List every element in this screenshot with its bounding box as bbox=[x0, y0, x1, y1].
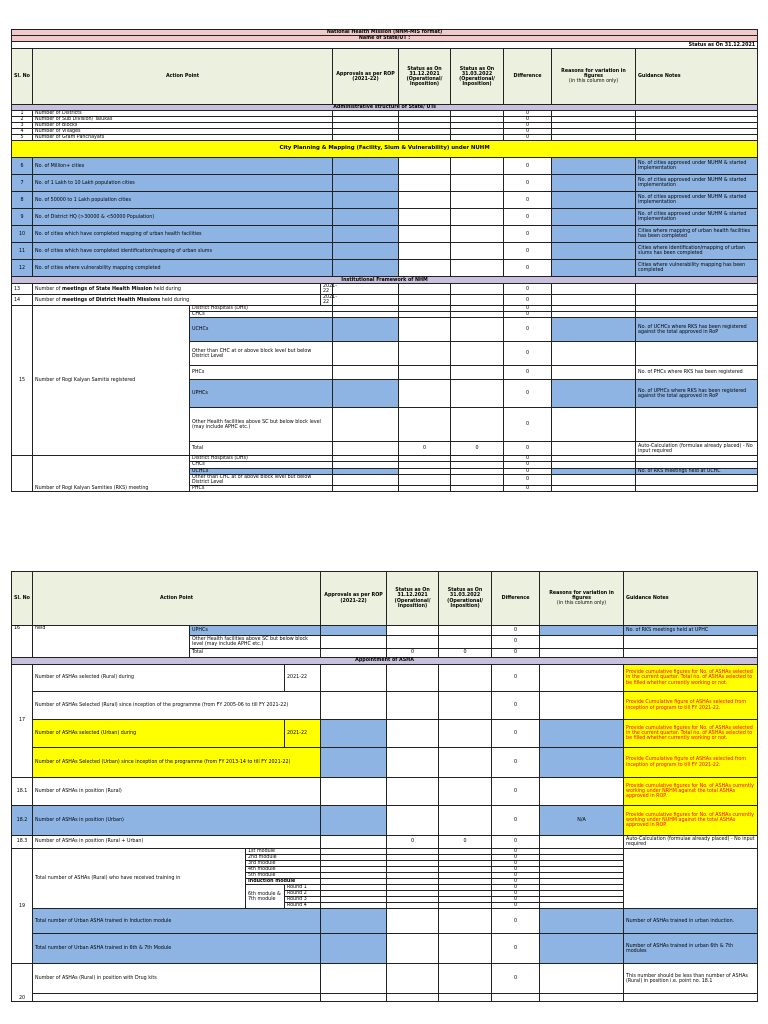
header-sl: Sl. No bbox=[12, 49, 33, 105]
table-row: Other than CHC at or above block level but below District Level 0 bbox=[12, 342, 758, 366]
table-header-repeat: Sl. No Action Point Approvals as per ROP (2021-22) Status as On 31.12.2021 (Operational/ Inposition) Status as On 31.03.2022 (Operational/ Inposition) Difference Reasons for variation in figures (in this column only) Guidance Notes bbox=[12, 572, 758, 626]
header-status2: Status as On 31.03.2022 (Operational/ Inposition) bbox=[451, 49, 504, 105]
table-row: PHCs 0 No. of PHCs where RKS has been registered bbox=[12, 366, 758, 380]
table-row: 18.3 Number of ASHAs in position (Rural + Urban) 0 0 0 Auto-Calculation (formulae already placed) - No input required bbox=[12, 836, 758, 849]
table-row: Total number of Urban ASHA trained in 6th & 7th Module 0 Number of ASHAs trained in urban 6th & 7th modules bbox=[12, 934, 758, 964]
table-row: 17 Number of ASHAs selected (Rural) during 2021-22 0 Provide cumulative figures for No. of ASHAs selected in the current quarter. Total no. of ASHAs selected to be filled whether currently working or not. bbox=[12, 665, 758, 692]
table-row: 3 Number of Blocks 0 bbox=[12, 123, 758, 129]
table-row: 14 Number of meetings of District Health Missions held during 2021-22 0 bbox=[12, 295, 758, 306]
header-approvals: Approvals as per ROP (2021-22) bbox=[333, 49, 399, 105]
table-row: UCHCs 0 No. of UCHCs where RKS has been registered against the total approved in RoP bbox=[12, 318, 758, 342]
table-row: 6 No. of Million+ cities 0 No. of cities approved under NUHM & started implementation bbox=[12, 158, 758, 175]
table-row: CHCs 0 bbox=[12, 312, 758, 318]
table-row: Number of ASHAs Selected (Urban) since inception of the programme (from FY 2013-14 to till FY 2021-22) 0 Provide Cumulative figure of ASHAs selected from inception of program to till FY 2021-22. bbox=[12, 748, 758, 778]
table-row: 18.2 Number of ASHAs in position (Urban) 0 N/A Provide cumulative figures for No. of ASHAs currently working under NUHM against the total ASHAs approved in ROP. bbox=[12, 806, 758, 836]
section-asha: Appointment of ASHA bbox=[12, 658, 758, 665]
header-status1: Status as On 31.12.2021 (Operational/ Inposition) bbox=[399, 49, 451, 105]
table-row: 11 No. of cities which have completed identification/mapping of urban slums 0 Cities where identification/mapping of urban slums has been completed bbox=[12, 243, 758, 260]
table-row: CHCs 0 bbox=[12, 462, 758, 468]
table-row: 4 Number of Villages 0 bbox=[12, 129, 758, 135]
state-name-label: Name of State/UT : bbox=[12, 36, 758, 42]
table-row: Other Health facilities above SC but below block level (may include APHC etc.) 0 bbox=[12, 408, 758, 442]
table-row: PHCs 0 bbox=[12, 485, 758, 491]
table-row: 19 Total number of ASHAs (Rural) who have received training in 1st module 0 bbox=[12, 849, 758, 855]
table-row: Number of ASHAs selected (Urban) during 2021-22 0 Provide cumulative figures for No. of ASHAs selected in the current quarter. Total no. of ASHAs selected to be filled whether currently working or not. bbox=[12, 720, 758, 748]
table-row: 18.1 Number of ASHAs in position (Rural) 0 Provide cumulative figures for No. of ASHAs currently working under NRHM against the total ASHAs approved in ROP. bbox=[12, 778, 758, 806]
table-row: UPHCs 0 No. of UPHCs where RKS has been registered against the total approved in RoP bbox=[12, 380, 758, 408]
table-row: 2 Number of Sub Division/ Talukas 0 bbox=[12, 117, 758, 123]
section-city: City Planning & Mapping (Facility, Slum & Vulnerability) under NUHM bbox=[12, 141, 758, 158]
table-row: 12 No. of cities where vulnerability mapping completed 0 Cities where vulnerability mapping has been completed bbox=[12, 260, 758, 277]
table-row: 13 Number of meetings of State Health Mission held during 2021-22 0 bbox=[12, 284, 758, 295]
sheet-page-2: Sl. No Action Point Approvals as per ROP (2021-22) Status as On 31.12.2021 (Operational/ Inposition) Status as On 31.03.2022 (Operational/ Inposition) Difference Reasons for variation in figures (in this column only) Guidance Notes 16 held UPHCs 0 No. of RKS meetings held at UPHC Other Health facilities above SC but below block level (may include APHC etc.) 0 Total 0 0 0 Appointment of ASHA 17 Number of ASHAs selected (Rural) during 2021-22 0 Provide cumulative figures for No. of ASHAs selected in the current quarter. Total no. of ASHAs selected to be filled whether currently working or not. Number of ASHAs Selected (Rural) since inception of the programme (from FY 2005-06 to till FY 2021-22) 0 Provide Cumulative figure of ASHAs selected from inception of program to till FY 2021-22. Number of ASHAs selected (Urban) during 2021-22 0 Provide cumulative figures for No. of ASHAs selected in the current quarter. Total no. of ASHAs selected to be filled whether currently working or not. Number of ASHAs Selected (Urban) since inception of the programme (from FY 2013-14 to till FY 2021-22) 0 Provide Cumulative figure of ASHAs selected from inception of program to till FY 2021-22. 18.1 Number of ASHAs in position (Rural) 0 Provide cumulative figures for No. of ASHAs currently working under NRHM against the total ASHAs approved in ROP. 18.2 Number of ASHAs in position (Urban) 0 N/A Provide cumulative figures for No. of ASHAs currently working under NUHM against the total ASHAs approved in ROP. 18.3 Number of ASHAs in position (Rural + Urban) 0 0 0 Auto-Calculation (formulae already placed) - No input required 19 Total number of ASHAs (Rural) who have received training in 1st module 0 2nd module 0 3rd module 0 4th module 0 5th module 0 Induction module 0 6th module & 7th module Round 1 0 Round 2 0 Round 3 0 Round 4 0 Total number of Urban ASHA trained in Induction module 0 Number of ASHAs trained in urban induction. Total number of Urban ASHA trained in 6th & 7th Module 0 Number of ASHAs trained in urban 6th & 7th modules 20 Number of ASHAs (Rural) in position with Drug kits 0 This number should be less than number of ASHAs (Rural) in position i.e. point no. 18.1 bbox=[11, 571, 757, 1024]
table-row: 8 No. of 50000 to 1 Lakh population cities 0 No. of cities approved under NUHM & started implementation bbox=[12, 192, 758, 209]
table-row: UCHCs 0 No. of RKS meetings held at UCHC bbox=[12, 468, 758, 474]
header-guidance: Guidance Notes bbox=[636, 49, 758, 105]
header-difference: Difference bbox=[504, 49, 552, 105]
report-title: National Health Mission (NHM-MIS format) bbox=[12, 30, 758, 36]
table-row: 9 No. of District HQ (>30000 & <50000 Population) 0 No. of cities approved under NUHM & started implementation bbox=[12, 209, 758, 226]
table-header bbox=[12, 49, 758, 105]
table-row: 10 No. of cities which have completed mapping of urban health facilities 0 Cities where mapping of urban health facilities has been completed bbox=[12, 226, 758, 243]
table-row: 7 No. of 1 Lakh to 10 Lakh population cities 0 No. of cities approved under NUHM & started implementation bbox=[12, 175, 758, 192]
section-institutional: Institutional Framework of NHM bbox=[12, 277, 758, 284]
sheet-page-1 bbox=[11, 29, 757, 515]
header-reasons: Reasons for variation in figures (in this column only) bbox=[552, 49, 636, 105]
table-row: 15 Number of Rogi Kalyan Samitis registered District Hospitals (DHs) 0 bbox=[12, 306, 758, 312]
table-row: 20 Number of ASHAs (Rural) in position with Drug kits 0 This number should be less than number of ASHAs (Rural) in position i.e. point no. 18.1 bbox=[12, 964, 758, 994]
table-row: 16 held UPHCs 0 No. of RKS meetings held at UPHC bbox=[12, 626, 758, 636]
table-row: Other than CHC at or above block level but below District Level 0 bbox=[12, 474, 758, 485]
table-row: Other Health facilities above SC but below block level (may include APHC etc.) 0 bbox=[12, 636, 758, 649]
table-row: 5 Number of Gram Panchayats 0 bbox=[12, 135, 758, 141]
table-row: 1 Number of Districts 0 bbox=[12, 111, 758, 117]
table-row: Number of Rogi Kalyan Samities (RKS) meeting District Hospitals (DHs) 0 bbox=[12, 456, 758, 462]
table-row: Total 0 0 0 Auto-Calculation (formulae already placed) - No input required bbox=[12, 442, 758, 456]
table-row: Total 0 0 0 bbox=[12, 649, 758, 658]
section-admin: Administrative structure of State/ UTs bbox=[12, 105, 758, 111]
table-row: Total number of Urban ASHA trained in Induction module 0 Number of ASHAs trained in urban induction. bbox=[12, 909, 758, 934]
table-row: Number of ASHAs Selected (Rural) since inception of the programme (from FY 2005-06 to till FY 2021-22) 0 Provide Cumulative figure of ASHAs selected from inception of program to till FY 2021-22. bbox=[12, 692, 758, 720]
status-date-label: Status as On 31.12.2021 bbox=[12, 42, 758, 49]
header-action: Action Point bbox=[33, 49, 333, 105]
